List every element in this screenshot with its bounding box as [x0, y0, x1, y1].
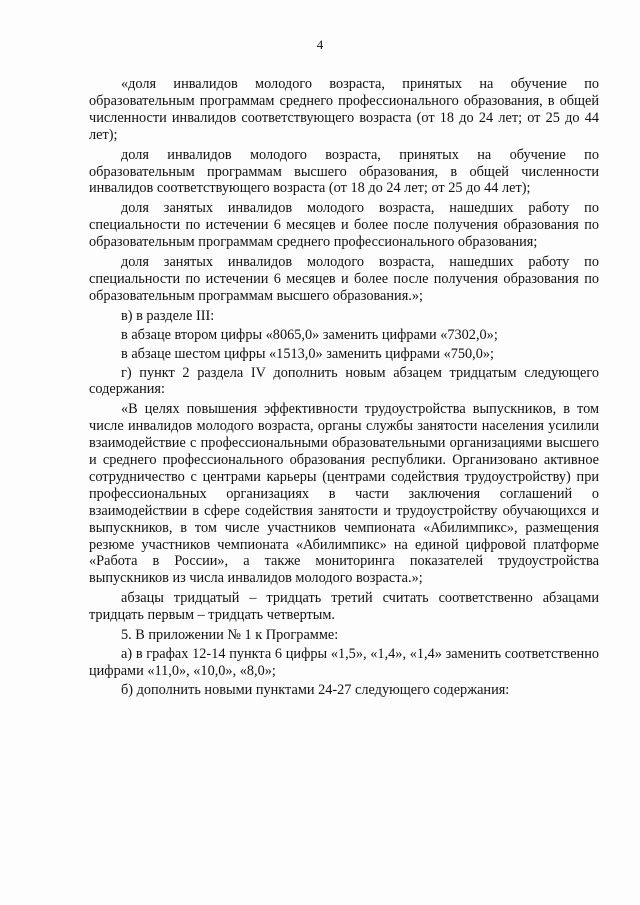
paragraph: б) дополнить новыми пунктами 24-27 следующего содержания: — [121, 681, 510, 698]
page-number: 4 — [316, 37, 324, 52]
paragraph: в абзаце втором цифры «8065,0» заменить цифрами «7302,0»; — [121, 326, 498, 343]
paragraph: доля занятых инвалидов молодого возраста, нашедших работу по специальности по истечении 6 месяцев и более после получения образования по образовательным программам среднего профессионального образования; — [89, 200, 599, 251]
paragraph: в) в разделе III: — [121, 307, 215, 324]
paragraph: «доля инвалидов молодого возраста, принятых на обучение по образовательным программам среднего профессионального образования, в общей численности инвалидов соответствующего возраста (от 18 до 24 лет; от 25 до 44 лет); — [89, 76, 599, 143]
document-body — [89, 76, 599, 702]
paragraph: 5. В приложении № 1 к Программе: — [121, 627, 339, 644]
paragraph: «В целях повышения эффективности трудоустройства выпускников, в том числе инвалидов молодого возраста, органы службы занятости населения усилили взаимодействие с профессиональными образовательными организациями высшего и среднего профессионального образования республики. Организовано активное сотрудничество с центрами карьеры (центрами содействия трудоустройству) при профессиональных организациях в части заключения соглашений о взаимодействии в сфере содействия занятости и трудоустройству обучающихся и выпускников, в том числе участников чемпионата «Абилимпикс», размещения резюме участников чемпионата «Абилимпикс» на единой цифровой платформе «Работа в России», а также мониторинга показателей трудоустройства выпускников из числа инвалидов молодого возраста.»; — [89, 401, 599, 587]
paragraph: в абзаце шестом цифры «1513,0» заменить цифрами «750,0»; — [121, 345, 495, 362]
paragraph: абзацы тридцатый – тридцать третий считать соответственно абзацами тридцать первым – тридцать четвертым. — [89, 590, 599, 624]
paragraph: а) в графах 12-14 пункта 6 цифры «1,5», «1,4», «1,4» заменить соответственно цифрами «11,0», «10,0», «8,0»; — [89, 646, 599, 679]
paragraph: г) пункт 2 раздела IV дополнить новым абзацем тридцатым следующего содержания: — [89, 364, 599, 398]
paragraph: доля занятых инвалидов молодого возраста, нашедших работу по специальности по истечении 6 месяцев и более после получения образования по образовательным программам высшего образования.»; — [89, 254, 599, 304]
paragraph: доля инвалидов молодого возраста, принятых на обучение по образовательным программам высшего образования, в общей численности инвалидов соответствующего возраста (от 18 до 24 лет; от 25 до 44 лет); — [89, 146, 599, 197]
